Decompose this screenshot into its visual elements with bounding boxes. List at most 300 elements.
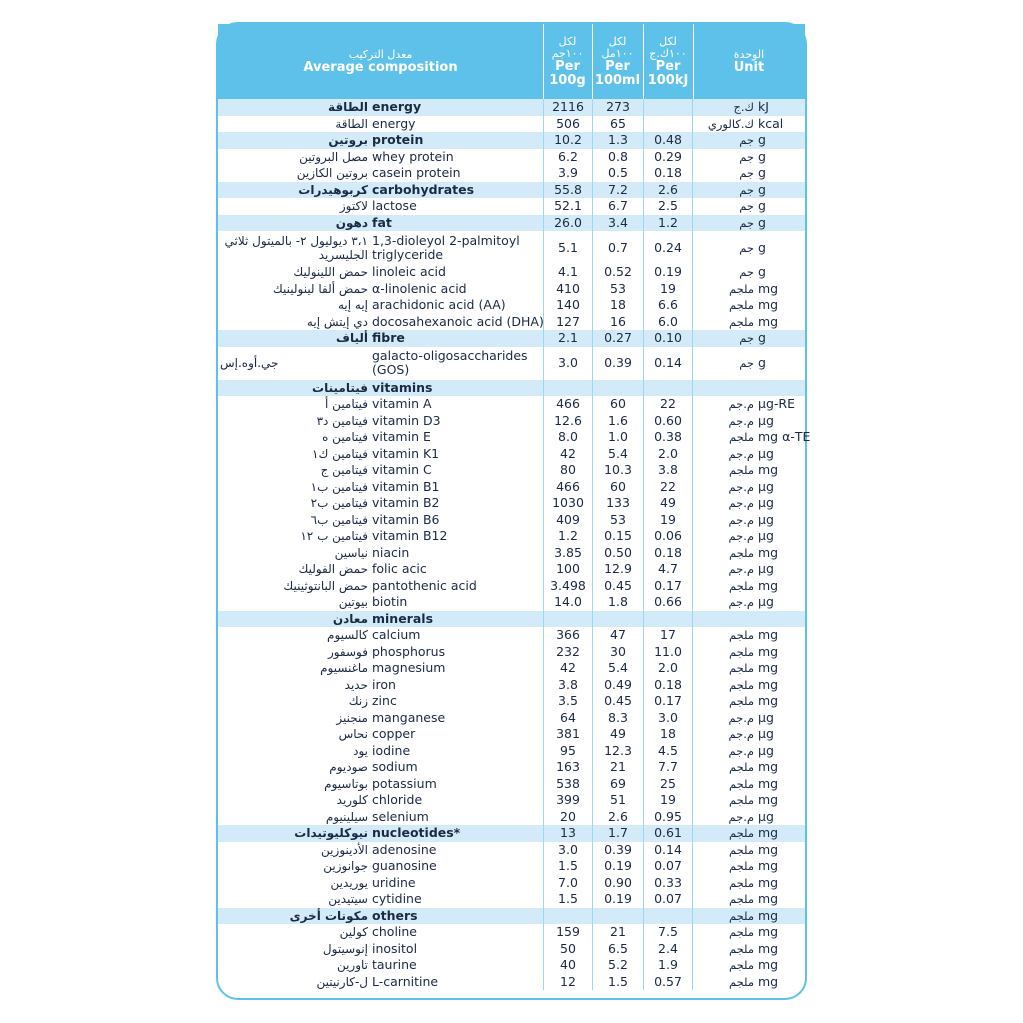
unit-ar: ك.كالوري [707,116,754,131]
nutrient-name-ar: لاكتوز [339,199,368,213]
value-per-100ml: 47 [592,627,643,644]
nutrient-name-en: α-linolenic acid [372,280,467,296]
value-per-100ml: 65 [592,116,643,133]
table-row [218,578,805,595]
value-per-100g: 3.0 [543,347,592,380]
unit-en: g [758,198,766,213]
nutrient-name-en: others [372,907,418,923]
unit-ar: ملجم [728,578,754,593]
value-per-100ml: 0.39 [592,842,643,859]
nutrient-name-ar: نحاس [338,727,368,741]
value-per-100kj: 1.2 [643,215,693,232]
unit-en: µg [758,478,774,494]
table-row [218,825,805,842]
table-row [218,908,805,925]
nutrient-name-en: biotin [372,594,408,609]
value-per-100ml: 5.4 [592,446,643,463]
value-per-100kj: 0.24 [643,231,693,264]
nutrient-name-ar: فيتامين ه [322,430,368,444]
table-row [218,479,805,496]
unit-en: µg [758,561,774,576]
nutrient-name-ar: دهون [335,215,368,230]
nutrient-name-ar: فوسفور [327,644,368,659]
value-per-100g: 4.1 [543,264,592,281]
nutrient-name-ar: بوتاسيوم [324,776,368,791]
value-per-100ml: 5.2 [592,957,643,974]
unit-ar: م.جم [728,413,754,428]
unit-en: mg α-TE [758,429,811,444]
table-row [218,495,805,512]
value-per-100g: 538 [543,776,592,793]
value-per-100ml: 10.3 [592,462,643,479]
unit-ar: ملجم [728,941,754,956]
table-row [218,891,805,908]
nutrient-name-en: energy [372,115,416,131]
header-title-en: Average composition [303,59,458,75]
nutrient-name-en: vitamin C [372,462,432,477]
nutrient-name-ar: تاورين [336,958,368,972]
unit-ar: م.جم [728,496,754,510]
nutrient-name-en: iodine [372,742,411,758]
nutrient-name-en: L-carnitine [372,973,439,989]
value-per-100ml: 53 [592,512,643,529]
nutrient-name-en: potassium [372,775,437,791]
table-row [218,941,805,958]
value-per-100g: 7.0 [543,875,592,892]
table-body [218,99,811,990]
value-per-100kj: 0.48 [643,132,693,149]
table-row [218,413,805,430]
nutrient-name-en: vitamin K1 [372,445,440,461]
unit-en: mg [758,825,779,840]
unit-en: µg [758,445,774,461]
unit-en: mg [758,858,779,873]
unit-ar: ك.ج [733,100,754,114]
unit-en: µg [758,511,774,527]
nutrient-name-ar: يود [353,743,368,758]
nutrient-name-ar: ٣،١ ديوليول ٢- بالميتول ثلاثي الجليسريد [224,233,368,262]
value-per-100ml: 30 [592,644,643,661]
nutrient-name-ar: حمض البانتوثينيك [283,578,368,593]
nutrient-name-en: minerals [372,610,434,626]
unit-ar: م.جم [728,809,754,824]
unit-en [754,611,804,628]
header-unit-ar: الوحدة [733,47,765,61]
value-per-100ml: 8.3 [592,710,643,727]
value-per-100kj: 22 [643,396,693,413]
unit-ar: ملجم [728,430,754,444]
table-row [218,561,805,578]
header-per-ml-en: Per 100ml [594,58,641,88]
unit-en: mg [758,775,779,791]
table-row [218,264,805,281]
value-per-100ml: 1.7 [592,825,643,842]
unit-en: mg [758,676,779,692]
nutrient-name-en: fat [372,214,392,230]
unit-en: µg [758,528,774,543]
value-per-100g: 3.0 [543,842,592,859]
table-row [218,462,805,479]
unit-ar: م.جم [728,595,754,609]
value-per-100ml [592,611,643,628]
nutrient-name-en: phosphorus [372,643,446,659]
value-per-100kj: 2.0 [643,446,693,463]
unit-en: g [758,165,766,180]
value-per-100g: 3.8 [543,677,592,694]
unit-ar: م.جم [728,562,754,576]
value-per-100ml [592,908,643,925]
value-per-100kj: 0.07 [643,891,693,908]
value-per-100g: 159 [543,924,592,941]
unit-ar: ملجم [728,793,754,807]
value-per-100g: 163 [543,759,592,776]
value-per-100ml [592,380,643,397]
value-per-100g: 506 [543,116,592,133]
value-per-100kj: 1.9 [643,957,693,974]
value-per-100ml: 69 [592,776,643,793]
value-per-100kj: 4.5 [643,743,693,760]
unit-ar: م.جم [728,479,754,494]
value-per-100ml: 0.90 [592,875,643,892]
unit-ar: ملجم [728,958,754,972]
unit-ar: ملجم [728,628,754,642]
value-per-100ml: 0.5 [592,165,643,182]
value-per-100kj: 18 [643,726,693,743]
value-per-100ml: 12.3 [592,743,643,760]
value-per-100g: 10.2 [543,132,592,149]
value-per-100ml: 0.7 [592,231,643,264]
nutrient-name-en: vitamin B2 [372,495,440,510]
value-per-100kj: 19 [643,512,693,529]
unit-ar: جم [739,265,754,279]
table-row [218,858,805,875]
nutrient-name-ar: فيتامين ج [320,463,368,477]
value-per-100ml: 1.6 [592,413,643,430]
unit-en: g [758,239,766,255]
nutrient-name-ar: إنوسيتول [322,941,368,956]
table-row [218,446,805,463]
unit-en: µg [758,808,774,824]
value-per-100ml: 0.52 [592,264,643,281]
nutrient-name-en: vitamin B1 [372,478,440,494]
table-row [218,99,805,116]
value-per-100kj: 0.18 [643,165,693,182]
nutrient-name-ar: جي.أوه.إس [220,356,279,370]
unit-en: g [758,181,766,197]
unit-en: mg [758,907,779,923]
unit-ar: م.جم [728,743,754,758]
nutrient-name-ar: فيتامين ب ١٢ [300,529,368,543]
table-row [218,132,805,149]
unit-ar: م.جم [728,446,754,461]
nutrient-name-en: casein protein [372,165,461,180]
value-per-100kj: 19 [643,792,693,809]
table-row [218,215,805,232]
table-row [218,165,805,182]
table-row [218,429,811,446]
unit-ar: ملجم [728,661,754,675]
unit-en: g [758,148,766,164]
table-row [218,957,805,974]
value-per-100ml: 1.0 [592,429,643,446]
unit-ar [694,611,754,628]
value-per-100kj: 3.8 [643,462,693,479]
value-per-100kj: 0.38 [643,429,693,446]
value-per-100g: 3.85 [543,545,592,562]
unit-ar: ملجم [728,842,754,857]
table-row [218,759,805,776]
value-per-100kj: 6.0 [643,314,693,331]
nutrient-name-en: calcium [372,627,421,642]
value-per-100g: 127 [543,314,592,331]
nutrient-name-ar: جوانوزين [323,859,368,873]
value-per-100g: 466 [543,479,592,496]
value-per-100g: 26.0 [543,215,592,232]
nutrient-name-en: zinc [372,693,397,708]
nutrient-name-en: taurine [372,957,417,972]
unit-ar: ملجم [728,974,754,989]
table-row [218,726,805,743]
nutrient-name-en: carbohydrates [372,181,475,197]
value-per-100g: 1.5 [543,891,592,908]
value-per-100ml: 53 [592,281,643,298]
nutrient-name-en: niacin [372,544,410,560]
nutrient-name-ar: فيتامين ب٢ [310,496,368,510]
table-row [218,149,805,166]
value-per-100g: 42 [543,446,592,463]
value-per-100kj: 0.29 [643,149,693,166]
nutrient-name-ar: معادن [332,611,368,626]
nutrient-name-en: sodium [372,759,418,774]
nutrient-name-en: protein [372,132,424,147]
value-per-100ml: 0.45 [592,578,643,595]
unit-en: µg [758,412,774,428]
unit-en: µg [758,495,774,510]
value-per-100g: 410 [543,281,592,298]
nutrient-name-en: lactose [372,198,417,213]
nutrient-name-en: 1,3-dioleyol 2-palmitoyl triglyceride [372,232,520,262]
unit-en: g [758,264,766,279]
table-row [218,974,805,991]
unit-en: mg [758,280,779,296]
unit-ar: جم [739,331,754,345]
value-per-100g: 1.5 [543,858,592,875]
header-per-g-en: Per 100g [549,58,586,88]
value-per-100g: 6.2 [543,149,592,166]
value-per-100kj: 25 [643,776,693,793]
unit-en: µg [758,594,774,609]
value-per-100kj: 0.14 [643,347,693,380]
nutrient-name-en: vitamin A [372,396,432,411]
value-per-100ml: 6.7 [592,198,643,215]
value-per-100ml: 0.50 [592,545,643,562]
unit-ar: جم [739,215,754,230]
unit-ar: م.جم [728,529,754,543]
value-per-100g: 100 [543,561,592,578]
unit-en: g [758,214,766,230]
nutrient-name-ar: سيتيدين [328,892,368,906]
value-per-100kj: 0.19 [643,264,693,281]
value-per-100g: 2.1 [543,330,592,347]
value-per-100g: 20 [543,809,592,826]
unit-ar: ملجم [728,463,754,477]
table-row [218,660,805,677]
nutrient-name-ar: يوريدين [330,875,368,890]
value-per-100kj: 0.18 [643,677,693,694]
table-row [218,644,805,661]
nutrient-name-ar: ماغنسيوم [320,661,368,675]
nutrient-name-en: adenosine [372,841,437,857]
unit-en: mg [758,973,779,989]
value-per-100g: 1030 [543,495,592,512]
nutrient-name-ar: كولين [339,925,368,939]
unit-ar: جم [739,182,754,197]
nutrient-name-en: chloride [372,792,423,807]
unit-en: mg [758,627,779,642]
value-per-100kj: 0.07 [643,858,693,875]
unit-ar: جم [739,166,754,180]
nutrient-name-en: arachidonic acid (AA) [372,297,506,312]
value-per-100kj: 22 [643,479,693,496]
nutrient-name-en: vitamin B12 [372,528,448,543]
unit-en: mg [758,759,779,774]
value-per-100ml: 7.2 [592,182,643,199]
unit-en: mg [758,544,779,560]
unit-en: mg [758,891,779,906]
value-per-100ml: 5.4 [592,660,643,677]
value-per-100kj: 0.14 [643,842,693,859]
nutrient-name-ar: كربوهيدرات [298,182,368,197]
table-row [218,710,805,727]
nutrient-name-ar: فيتامين ب٦ [310,512,368,527]
value-per-100g: 140 [543,297,592,314]
value-per-100ml: 0.27 [592,330,643,347]
value-per-100kj: 7.7 [643,759,693,776]
unit-en: mg [758,957,779,972]
table-row [218,627,805,644]
header-unit-en: Unit [733,59,765,75]
value-per-100ml: 0.19 [592,858,643,875]
value-per-100ml: 1.8 [592,594,643,611]
table-row [218,528,805,545]
value-per-100ml: 0.39 [592,347,643,380]
value-per-100g [543,908,592,925]
nutrient-name-en: folic acic [372,561,427,576]
nutrient-name-en: cytidine [372,891,422,906]
value-per-100kj: 0.66 [643,594,693,611]
nutrient-name-ar: نياسين [334,545,368,560]
unit-ar: جم [739,240,754,255]
value-per-100kj: 19 [643,281,693,298]
table-row [218,281,805,298]
unit-ar [694,380,754,397]
value-per-100ml: 21 [592,924,643,941]
header-per-kj-en: Per 100kJ [647,58,689,88]
table-row [218,776,805,793]
nutrient-name-ar: إيه إيه [337,298,368,312]
unit-ar: م.جم [728,397,754,411]
value-per-100kj: 2.5 [643,198,693,215]
unit-ar: م.جم [728,512,754,527]
header-per-100kj [643,24,693,99]
value-per-100kj: 2.6 [643,182,693,199]
value-per-100kj: 11.0 [643,644,693,661]
table-row [218,330,805,347]
value-per-100kj: 0.95 [643,809,693,826]
table-header [218,24,805,99]
unit-en: g [758,355,766,370]
unit-ar: ملجم [728,908,754,923]
value-per-100g: 50 [543,941,592,958]
nutrient-name-en: vitamins [372,379,433,395]
value-per-100kj: 0.17 [643,578,693,595]
value-per-100kj [643,380,693,397]
value-per-100g: 12.6 [543,413,592,430]
nutrient-name-ar: حديد [344,677,368,692]
value-per-100g: 381 [543,726,592,743]
nutrient-name-en: fibre [372,330,405,345]
table-row [218,347,805,380]
table-row [218,677,805,694]
value-per-100kj: 2.0 [643,660,693,677]
nutrient-name-ar: كالسيوم [327,628,368,642]
unit-ar: ملجم [728,298,754,312]
nutrient-name-en: vitamin B6 [372,511,440,527]
value-per-100ml: 6.5 [592,941,643,958]
value-per-100ml: 16 [592,314,643,331]
nutrient-name-en: nucleotides* [372,825,461,840]
unit-ar: م.جم [728,710,754,725]
value-per-100kj: 7.5 [643,924,693,941]
table-row [218,297,805,314]
value-per-100g: 2116 [543,99,592,116]
value-per-100ml: 1.5 [592,974,643,991]
nutrient-name-ar: بيوتين [338,595,368,609]
unit-en: mg [758,660,779,675]
value-per-100g: 14.0 [543,594,592,611]
unit-en: µg [758,742,774,758]
value-per-100ml: 0.49 [592,677,643,694]
nutrient-name-en: selenium [372,808,429,824]
value-per-100kj: 49 [643,495,693,512]
nutrient-name-ar: مصل البروتين [299,149,368,164]
table-row [218,396,805,413]
value-per-100ml: 0.15 [592,528,643,545]
value-per-100kj: 0.10 [643,330,693,347]
nutrient-name-ar: الطاقة [335,116,368,131]
nutrient-name-ar: فيتامين ب١ [310,479,368,494]
unit-ar: ملجم [728,677,754,692]
table-row [218,809,805,826]
nutrient-name-ar: بروتين الكازين [296,166,368,180]
nutrient-name-en: magnesium [372,660,446,675]
value-per-100ml: 1.3 [592,132,643,149]
unit-en: kcal [758,115,784,131]
unit-en: mg [758,874,779,890]
nutrient-name-ar: ل-كارنيتين [316,974,368,989]
value-per-100ml: 49 [592,726,643,743]
unit-ar: ملجم [728,694,754,708]
nutrient-name-ar: صوديوم [329,760,368,774]
value-per-100g: 3.5 [543,693,592,710]
value-per-100ml: 12.9 [592,561,643,578]
nutrient-name-ar: ألياف [336,331,368,345]
header-per-100g [543,24,592,99]
value-per-100g: 55.8 [543,182,592,199]
unit-en: kJ [758,99,769,114]
nutrition-table-panel [216,22,811,1000]
value-per-100kj: 0.57 [643,974,693,991]
